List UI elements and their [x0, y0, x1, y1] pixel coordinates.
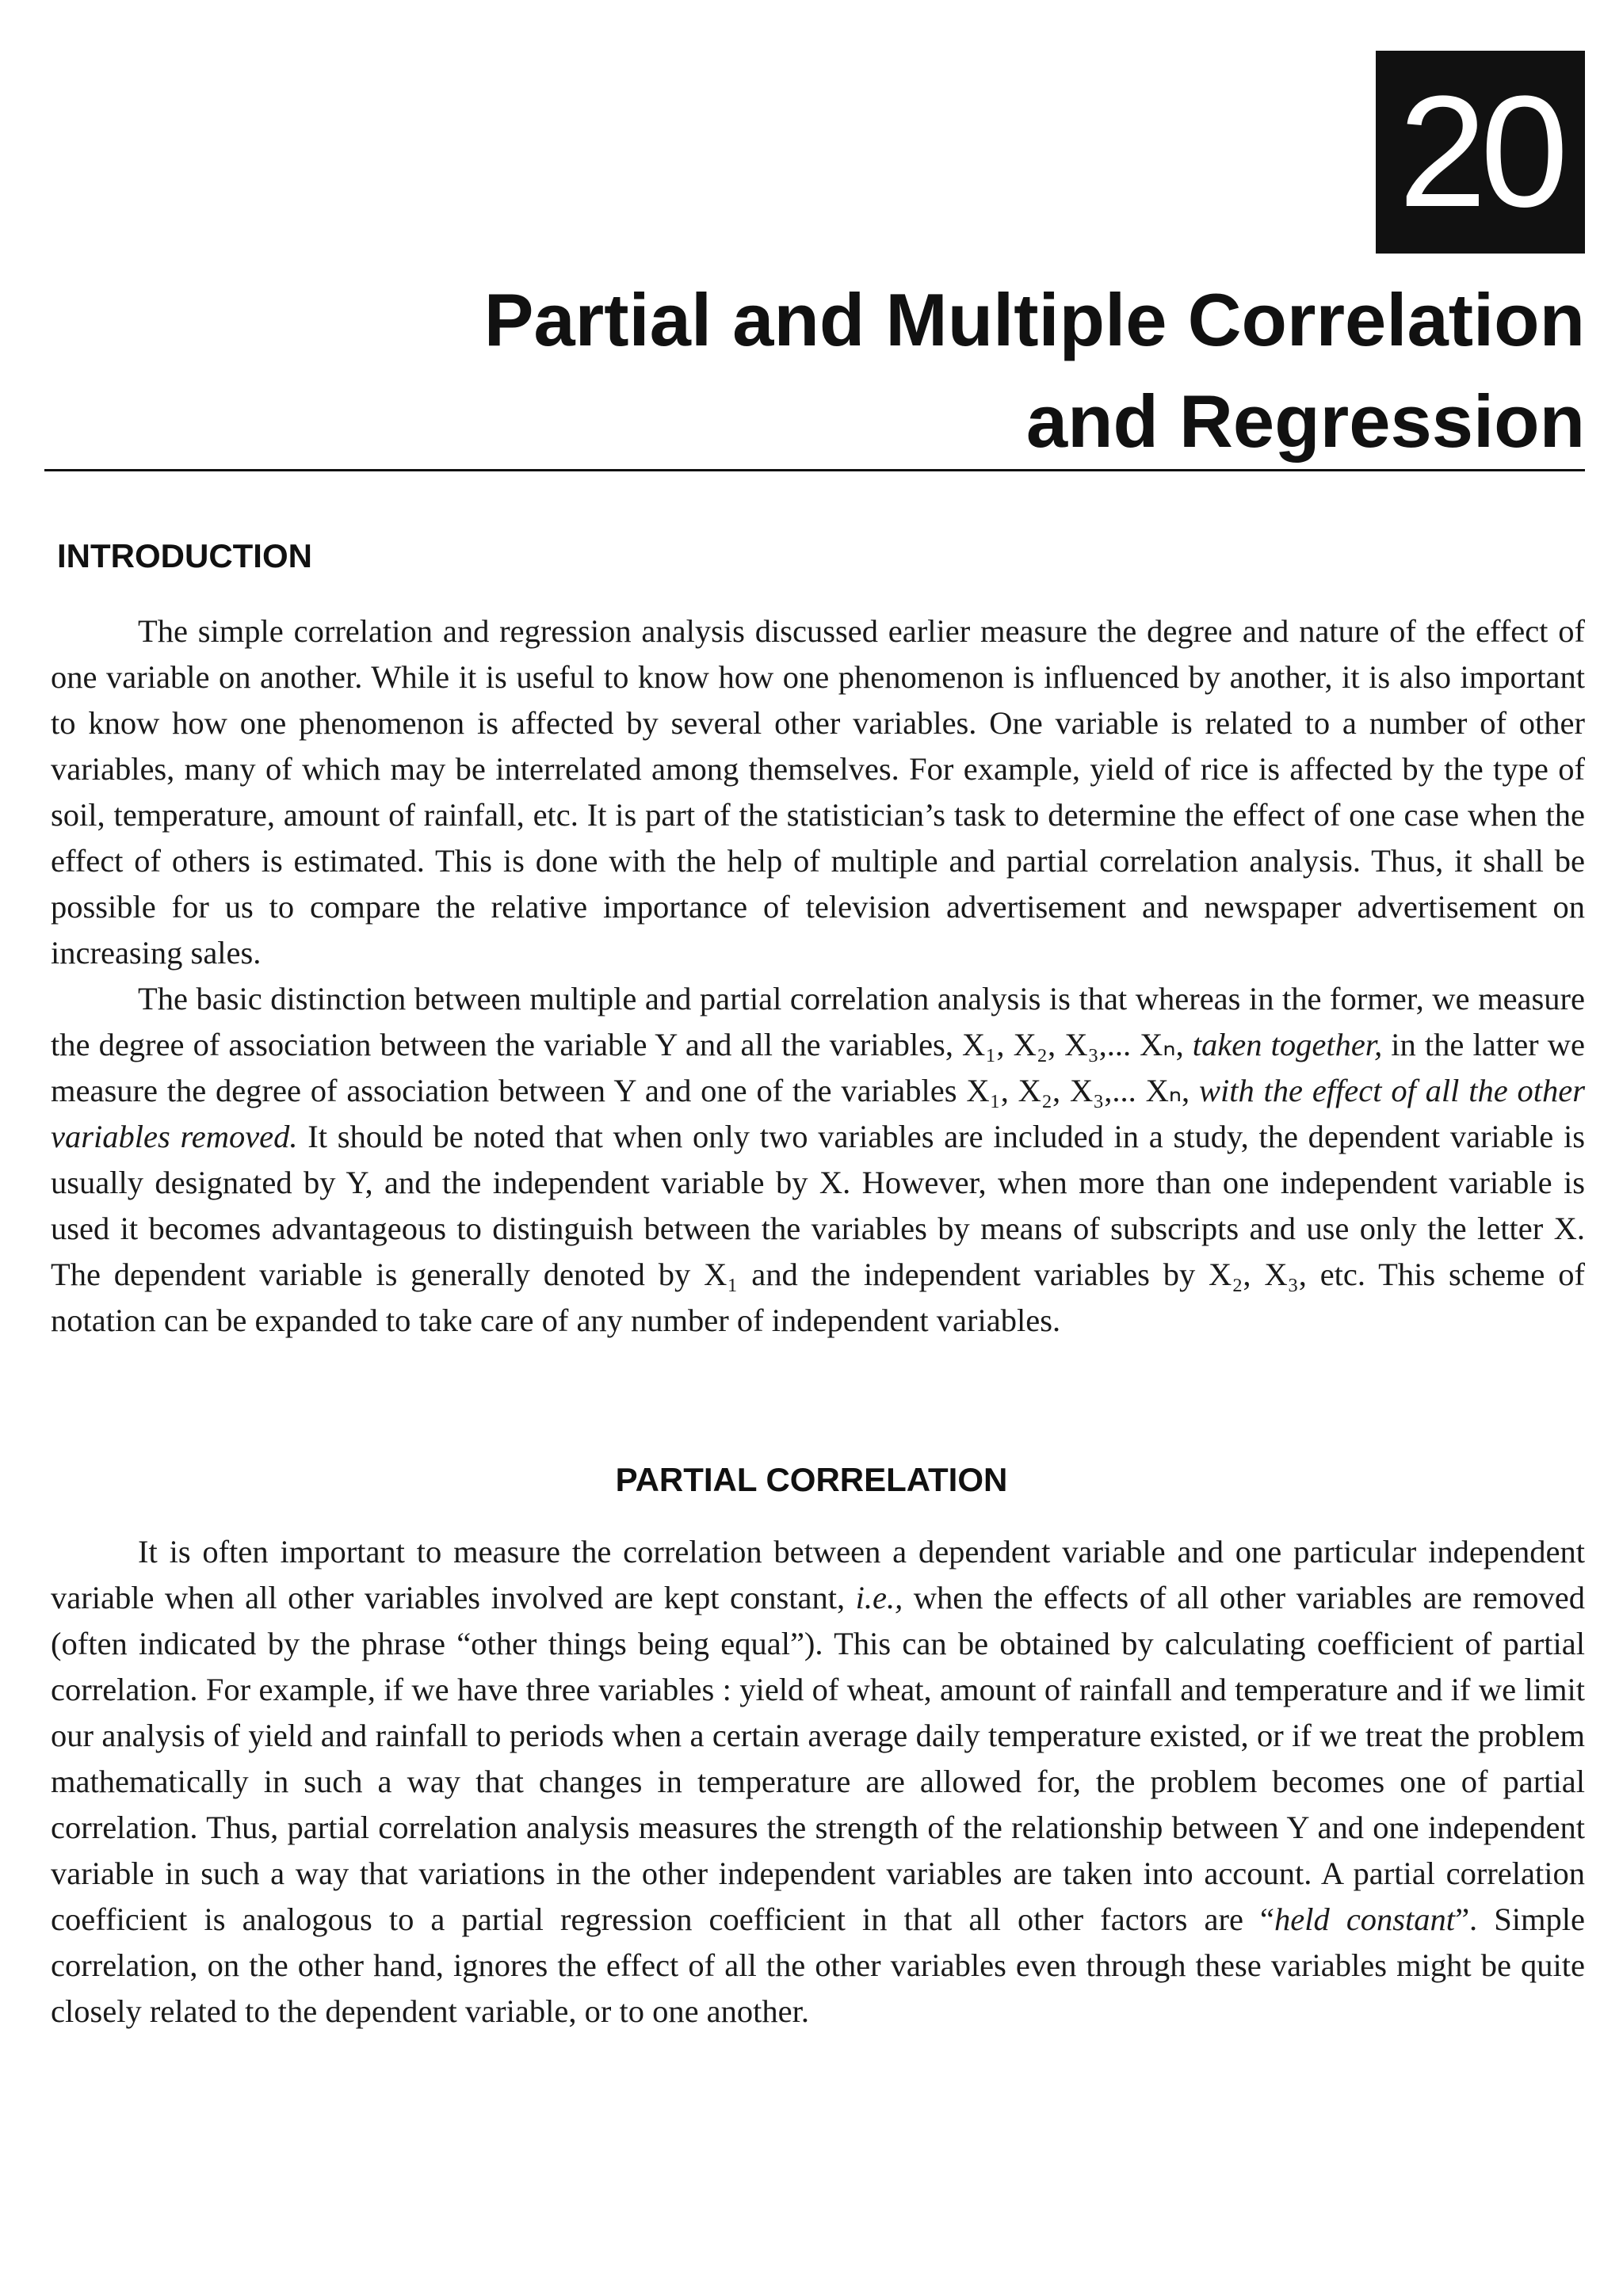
- partial-correlation-paragraph-1: [51, 1529, 1585, 2035]
- chapter-title: [317, 269, 1585, 472]
- emphasis-text: taken together,: [1192, 1027, 1383, 1062]
- chapter-title-line-1: Partial and Multiple Correlation: [483, 278, 1585, 361]
- introduction-paragraph-2: [51, 976, 1585, 1344]
- paragraph-text: The basic distinction between multiple and partial correlation analysis is that whereas in the former, we measure the degree of association between the variable Y and all the variables, X₁, X₂, X₃,... Xₙ,: [51, 981, 1585, 1062]
- paragraph-text: when the effects of all other variables are removed (often indicated by the phrase “other things being equal”). This can be obtained by calculating coefficient of partial correlation. For example, if we have three variables : yield of wheat, amount of rainfall and temperature and if we limit our analysis of yield and rainfall to periods when a certain average daily temperature existed, or if we treat the problem mathematically in such a way that changes in temperature are allowed for, the problem becomes one of partial correlation. Thus, partial correlation analysis measures the strength of the relationship between Y and one independent variable in such a way that variations in the other independent variables are taken into account. A partial correlation coefficient is analogous to a partial regression coefficient in that all other factors are “: [51, 1580, 1585, 1937]
- partial-correlation-heading: PARTIAL CORRELATION: [615, 1461, 1008, 1498]
- paragraph-text: It is often important to measure the correlation between a dependent variable and one particular independent variable when all other variables involved are kept constant,: [51, 1534, 1585, 1615]
- chapter-number: 20: [1398, 63, 1563, 240]
- paragraph-text: ”. Simple correlation, on the other hand, ignores the effect of all the other variables even through these variables might be quite closely related to the dependent variable, or to one another.: [51, 1901, 1585, 2029]
- emphasis-text: with the effect of all the other variables removed.: [51, 1073, 1586, 1154]
- chapter-number-badge: [1376, 51, 1585, 254]
- introduction-paragraph-1: The simple correlation and regression analysis discussed earlier measure the degree and nature of the effect of one variable on another. While it is useful to know how one phenomenon is influenced by another, it is also important to know how one phenomenon is affected by several other variables. One variable is related to a number of other variables, many of which may be interrelated among themselves. For example, yield of rice is affected by the type of soil, temperature, amount of rainfall, etc. It is part of the statistician’s task to determine the effect of one case when the effect of others is estimated. This is done with the help of multiple and partial correlation analysis. Thus, it shall be possible for us to compare the relative importance of television advertisement and newspaper advertisement on increasing sales.: [51, 613, 1585, 971]
- introduction-body: [51, 608, 1585, 1344]
- emphasis-text: i.e.,: [855, 1580, 903, 1615]
- paragraph-text: in the latter we measure the degree of association between Y and one of the variables X₁, X₂, X₃,... Xₙ,: [51, 1027, 1585, 1108]
- introduction-heading: INTRODUCTION: [57, 537, 312, 574]
- paragraph-text: It should be noted that when only two variables are included in a study, the dependent variable is usually designated by Y, and the independent variable by X. However, when more than one independent variable is used it becomes advantageous to distinguish between the variables by means of subscripts and use only the letter X. The dependent variable is generally denoted by X₁ and the independent variables by X₂, X₃, etc. This scheme of notation can be expanded to take care of any number of independent variables.: [51, 1119, 1586, 1338]
- partial-correlation-body: [51, 1529, 1585, 2035]
- title-divider: [44, 469, 1585, 471]
- chapter-title-line-2: and Regression: [1025, 379, 1585, 463]
- emphasis-text: held constant: [1274, 1901, 1456, 1937]
